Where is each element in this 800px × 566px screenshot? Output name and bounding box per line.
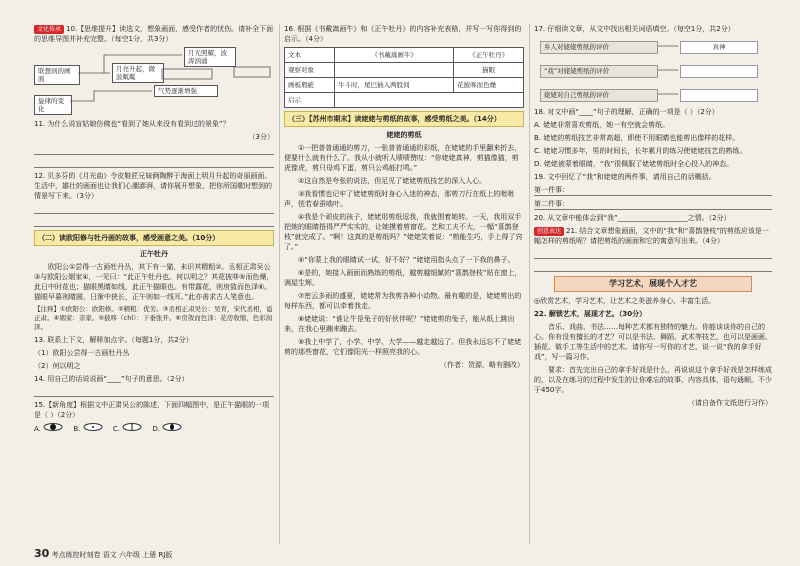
- eye-round-icon: [43, 423, 63, 431]
- answer-line[interactable]: [34, 158, 274, 168]
- eye-dot-icon: [83, 423, 103, 431]
- q20-text: 20. 从文章中能体会到“我”____________________之情。（2分）: [534, 214, 731, 222]
- q22-text: 22. 解锁艺术，展现才艺。（30分）: [534, 310, 647, 318]
- q22-note: （请自备作文纸进行习作）: [688, 399, 772, 407]
- answer-line[interactable]: [534, 249, 772, 259]
- q14-text: 14. 用自己的话说说画“____”句子的意思。（2分）: [34, 375, 189, 383]
- eval-arrows: [534, 37, 772, 107]
- mind-node-melody: 旋律的变化: [34, 95, 72, 115]
- eval-row: 乡人对姥姥剪纸的评价: [540, 41, 658, 54]
- mind-node-3: 气势逐渐增强: [154, 85, 218, 97]
- q10-text: 10.【思维提升】读选文，想象画面，感受作者的忧伤。请补全下面的思维导图并补充完整。（每空1分，共3分）: [34, 25, 274, 43]
- section-c-header: （三）【苏州市期末】读姥姥与剪纸的故事，感受剪纸之美。（14分）: [284, 111, 524, 127]
- q21-tag: 创意表达: [534, 227, 564, 236]
- page-footer: [34, 547, 172, 560]
- story-paragraph: ⑦密云多雨的盛夏，姥姥常为我剪各种小动物。最有趣的是，姥姥剪出的每样东西，都可以牵着我走。: [284, 292, 522, 310]
- table-row-label: 启示: [285, 93, 335, 108]
- banner-subtitle: ◎欣赏艺术，学习艺术，让艺术之美滋养身心，丰富生活。: [534, 297, 716, 305]
- story-paragraph: ②这自然是夸张的说法，但足见了姥姥剪纸技艺的深入人心。: [298, 177, 487, 185]
- story-paragraph: ③我看惯也记牢了姥姥剪纸时身心入迷的神态，那剪刀行在纸上的咝咝声，恍若春蚕啮叶。: [284, 190, 515, 208]
- table-row-label: 观察对象: [285, 63, 335, 78]
- evaluation-diagram: [534, 37, 772, 107]
- column-divider: [529, 24, 530, 544]
- q13b: （2）何以明之: [34, 362, 81, 370]
- section-b-header: （二）读欧阳修与牡丹画的故事，感受画意之美。（10分）: [34, 230, 274, 246]
- q18-option-d[interactable]: D. 姥姥被蒙着眼睛，“我”很佩服了姥姥剪纸时全心投入的神态。: [534, 160, 734, 168]
- page-number: 30: [34, 547, 50, 560]
- answer-line[interactable]: [534, 262, 772, 272]
- compare-table: [284, 47, 524, 108]
- mind-map-lines: [34, 47, 274, 115]
- story-paragraph: ④我是个顽皮的孩子，姥姥用剪纸逗我，我就围着她转。一天，我用双手把她的眼睛捂得严严实实的，让她摸着剪窗花。艺和工夫不大，一幅“喜鹊登枝”就完成了。“啊！这真的是剪纸吗？”姥姥笑着说：“熟能生巧，手上得了窍了。”: [284, 213, 523, 251]
- answer-line[interactable]: [34, 217, 274, 227]
- story-paragraph: ⑥是的，她接入画面而熟练的剪纸，越剪越细腻的“喜鹊登枝”贴在窗上，满屋生辉。: [284, 269, 522, 287]
- story-paragraph: ⑧姥姥说：“谁让牛是兔子的好伙伴呢？”姥姥剪的兔子，能从纸上跳出来，在我心里蹦来蹦去。: [284, 315, 515, 333]
- q21-text: 21. 结合文章想象画面，文中的“我”和“喜鹊登枝”的剪纸应该是一幅怎样的剪纸呢？请把剪纸的画面和它的寓意写出来。（4分）: [534, 227, 769, 245]
- option-b[interactable]: B.: [73, 423, 102, 434]
- table-header: 《书戴嵩画牛》: [335, 48, 454, 63]
- q22-prompt: 音乐、戏曲、书法……每种艺术都有独特的魅力。你能谈谈你的自己的心。你有没有擅长的才艺？可以是书法、舞蹈、武术等技艺，也可以是画画、插花、做手工等生活中的艺术。请你写一写你的才艺，说一说“我的拿手好戏”，写一篇习作。: [534, 323, 772, 361]
- table-header: 《正午牡丹》: [454, 48, 524, 63]
- q15-text: 15.【新角度】根据文中正肃吴公的陈述，下面四幅图中，是正午猫眼的一项是（ ）（2分）: [34, 401, 270, 419]
- mind-node-picture: 联想到的画面: [34, 65, 80, 85]
- mind-node-1: 月光照耀，波涛汹涌: [184, 47, 236, 67]
- left-column: [34, 24, 274, 434]
- answer-line[interactable]: [34, 387, 274, 397]
- q11-text: 11. 为什么说盲姑娘仿佛也“看到了她从来没有看到过的景象”？: [34, 120, 230, 128]
- q18-option-b[interactable]: B. 姥姥的剪纸技艺非常高超，即使不用眼睛也能剪出像样的花样。: [534, 134, 740, 142]
- q13-text: 13. 联系上下文，解释加点字。（每题1分，共2分）: [34, 336, 193, 344]
- q17-text: 17. 仔细读文章，从文中找出相关词语填空。（每空1分，共2分）: [534, 25, 735, 33]
- option-c[interactable]: C.: [113, 423, 142, 434]
- q10-tag: 文化传承: [34, 25, 64, 34]
- q22-requirements: 要求：首先完出自己的拿手好戏是什么，再说说这个拿手好戏是怎样练成的，以及在练习的过程中发生的让你难忘的故事，内容具体，语句通顺。不少于450字。: [534, 366, 772, 394]
- poem-text: 欧阳公①尝得一古画牡丹丛，其下有一猫，未识其精粗②。丞相正肃吴公③与欧阳公姻家④，一见曰：“此正午牡丹也。何以明之？其花披哆⑤而色燥，此日中时花也；猫眼黑睛如线，此正午猫眼也。有带露花，则房敛而色泽⑥。猫眼早暮则睛圆，日渐中狭长，正午则如一线耳。”此亦善求古人笔意也。: [34, 263, 274, 301]
- table-header: 文本: [285, 48, 335, 63]
- story-paragraph: ⑤“你蒙上我的眼睛试一试，好不好？”姥姥用指头点了一下我的鼻子。: [298, 256, 515, 264]
- poem-title: 正午牡丹: [140, 250, 168, 258]
- notes: 【注释】①欧阳公：欧阳修。②精粗：优劣。③丞相正肃吴公：吴育，宋代丞相，谥正肃。④姻家：亲家。⑤披哆（chǐ）：下垂张开。⑥房敛而色泽：花房收缩，色彩润泽。: [34, 305, 273, 331]
- table-cell[interactable]: [335, 93, 524, 108]
- event-one[interactable]: 第一件事：: [534, 185, 772, 196]
- mind-node-2: 月亮升起，微波粼粼: [112, 63, 164, 83]
- q18-option-a[interactable]: A. 姥姥非常喜欢剪纸，她一有空就会剪纸。: [534, 121, 670, 129]
- table-cell: 牛斗时，尾巴插入两股间: [335, 78, 454, 93]
- q12-text: 12. 贝多芬的《月光曲》令皮鞋匠兄妹俩陶醉于海面上明月升起的奇丽画面。生活中，雄壮的画面也让我们心潮澎湃，请你展开想象，把你所国歌时想到的情景写下来。（3分）: [34, 172, 272, 200]
- middle-column: [284, 24, 524, 373]
- table-row-label: 画板瑕疵: [285, 78, 335, 93]
- eval-row: “我”对姥姥剪纸的评价: [540, 65, 658, 78]
- event-two[interactable]: 第二件事：: [534, 199, 772, 210]
- story-title: 姥姥的剪纸: [386, 131, 422, 139]
- q16-text: 16. 根据《书戴嵩画牛》和《正午牡丹》的内容补充表格，并写一写你得到的启示。（4分）: [284, 25, 522, 43]
- answer-line[interactable]: [34, 204, 274, 214]
- q18-option-c[interactable]: C. 姥姥习惯多年，男的时间长，长年累月的练习使姥姥技艺的熟练。: [534, 147, 747, 155]
- option-d[interactable]: D.: [152, 423, 182, 434]
- eval-answer: 真神: [680, 41, 758, 54]
- story-paragraph: ①一把普普通通的剪刀，一张普普通通的彩纸，在姥姥的手里翻来折去，便要什么就有什么了。我从小就听人啧啧赞叹：“你姥姥真神，剪猫像猫，剪虎像虎，剪只母鸡下蛋，剪只公鸡能打鸣。”: [284, 144, 522, 172]
- q13a: （1）欧阳公尝得一古画牡丹丛: [34, 349, 130, 357]
- q11-score: （3分）: [248, 133, 274, 141]
- eye-slit-icon: [122, 423, 142, 431]
- table-cell[interactable]: [335, 63, 454, 78]
- option-a[interactable]: A.: [34, 423, 63, 434]
- table-cell: 猫眼: [454, 63, 524, 78]
- q19-text: 19. 文中回忆了“我”和姥姥的两件事，请用自己的话概括。: [534, 173, 716, 181]
- column-divider: [279, 24, 280, 544]
- footer-text: 考点练控时刻卷 语文 六年级 上册 RJ版: [51, 551, 173, 559]
- mind-map: [34, 47, 274, 115]
- story-source: （作者：贺源，略有删改）: [440, 361, 524, 369]
- q18-text: 18. 对文中画“____”句子的理解，正确的一项是（ ）（2分）: [534, 108, 719, 116]
- q15-options: [34, 423, 274, 434]
- table-cell: 花披哆而色燥: [454, 78, 524, 93]
- story-paragraph: ⑨我上中学了，小学、中学、大学——越走越远了。但我永远忘不了姥姥剪的那些窗花，它们像阳光一样照亮我的心。: [284, 338, 522, 356]
- eval-row: 姥姥对自己剪纸的评价: [540, 89, 658, 102]
- right-column: [534, 24, 772, 411]
- eye-oval-icon: [162, 423, 182, 431]
- section-banner: 学习艺术，展现个人才艺: [554, 276, 752, 292]
- answer-line[interactable]: [34, 145, 274, 155]
